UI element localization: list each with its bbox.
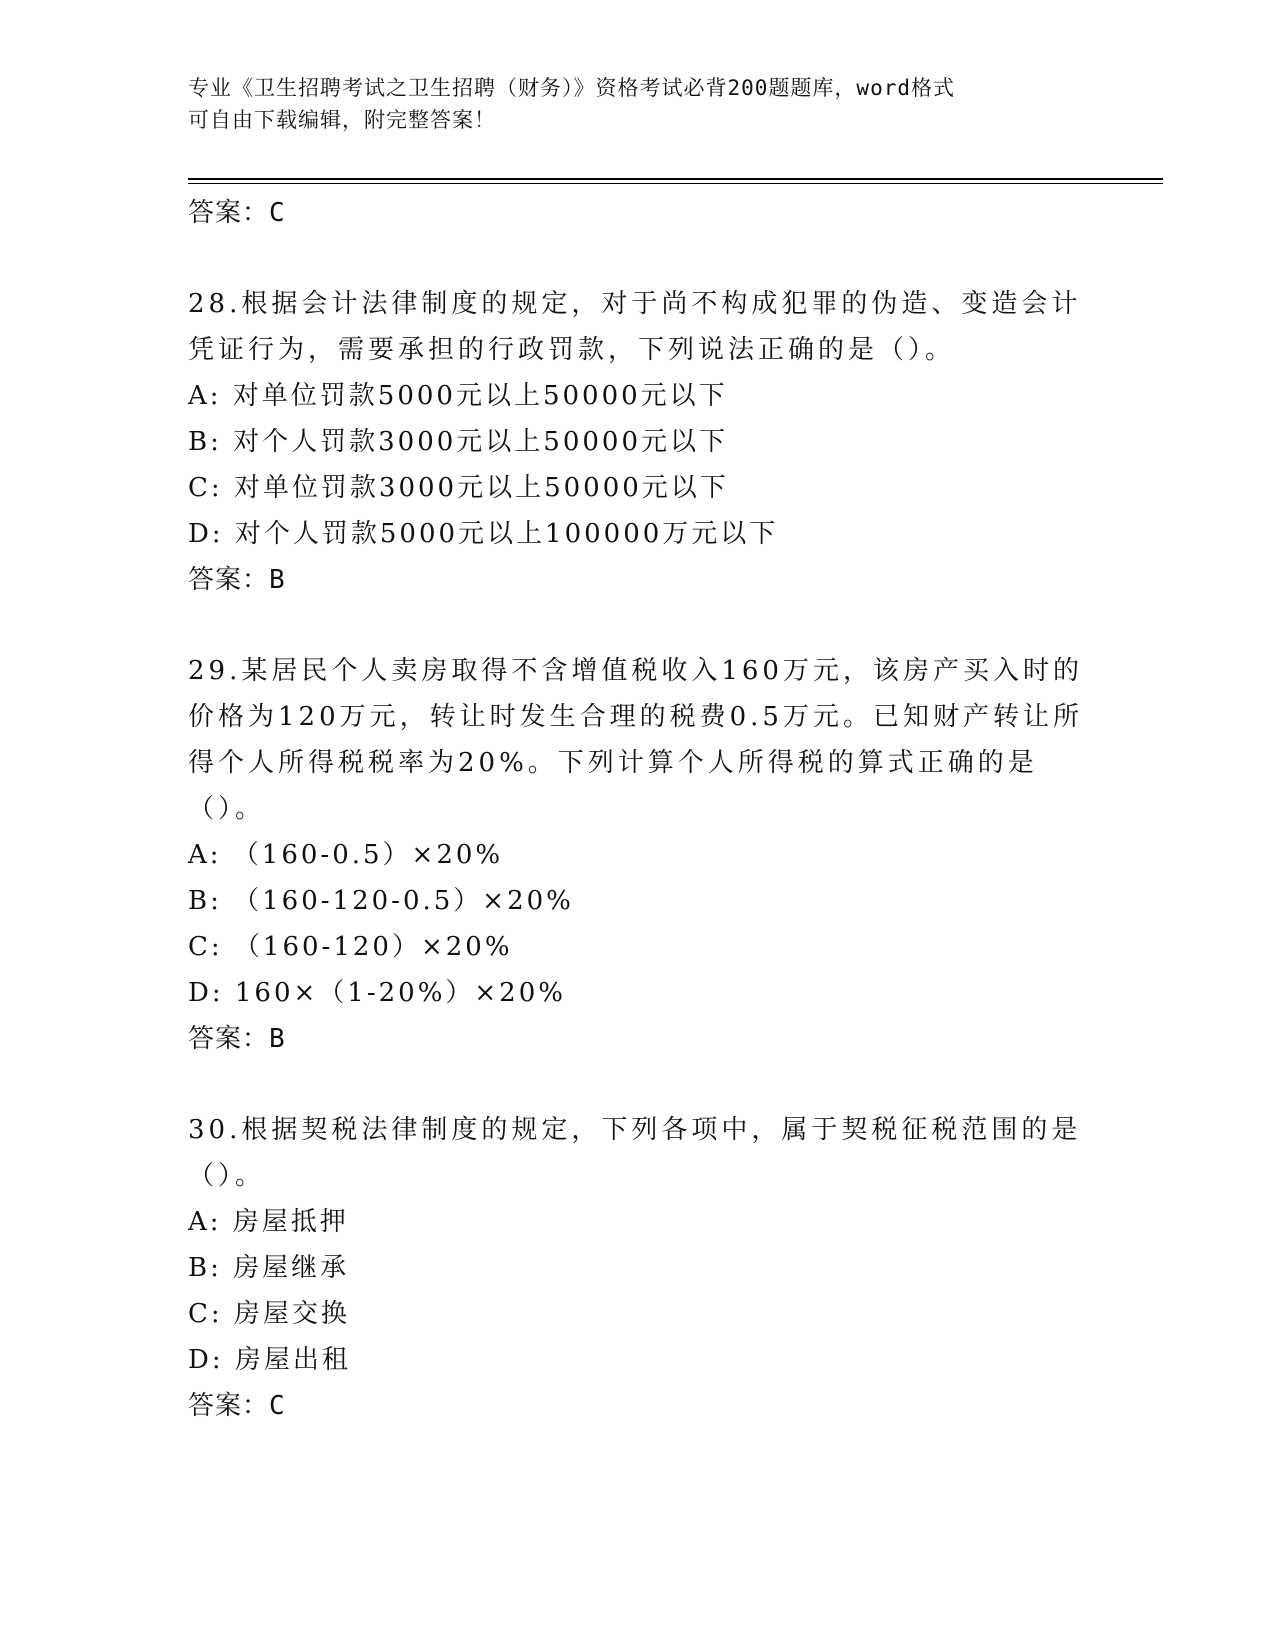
option-a: A: （160-0.5）×20% (188, 840, 504, 870)
header-line-2: 可自由下载编辑，附完整答案！ (188, 108, 496, 132)
option-d: D: 对个人罚款5000元以上100000万元以下 (188, 519, 779, 549)
question-29 (188, 648, 1088, 1062)
question-30 (188, 1107, 1088, 1429)
option-a: A: 对单位罚款5000元以上50000元以下 (188, 381, 728, 411)
question-text: 30.根据契税法律制度的规定，下列各项中，属于契税征税范围的是（）。 (188, 1115, 1082, 1191)
question-text: 28.根据会计法律制度的规定，对于尚不构成犯罪的伪造、变造会计凭证行为，需要承担的行政罚款，下列说法正确的是（）。 (188, 289, 1082, 365)
question-28 (188, 281, 1088, 603)
option-c: C: 对单位罚款3000元以上50000元以下 (188, 473, 729, 503)
option-d: D: 房屋出租 (188, 1345, 351, 1375)
option-d: D: 160×（1-20%）×20% (188, 978, 566, 1008)
header-line-1: 专业《卫生招聘考试之卫生招聘（财务）》资格考试必背200题题库，word格式 (188, 76, 955, 100)
option-a: A: 房屋抵押 (188, 1207, 349, 1237)
answer: 答案：C (188, 1391, 286, 1421)
option-b: B: 房屋继承 (188, 1253, 350, 1283)
option-b: B: （160-120-0.5）×20% (188, 886, 574, 916)
header-rule-thick (188, 178, 1163, 180)
option-b: B: 对个人罚款3000元以上50000元以下 (188, 427, 729, 457)
document-body (188, 190, 1088, 1429)
answer: 答案：B (188, 1024, 286, 1054)
option-c: C: 房屋交换 (188, 1299, 350, 1329)
page-header (188, 72, 1088, 136)
answer: 答案：B (188, 565, 286, 595)
option-c: C: （160-120）×20% (188, 932, 513, 962)
question-text: 29.某居民个人卖房取得不含增值税收入160万元，该房产买入时的价格为120万元，转让时发生合理的税费0.5万元。已知财产转让所得个人所得税税率为20%。下列计算个人所得税的算式正确的是（）。 (188, 656, 1083, 824)
header-rule-thin (188, 183, 1163, 184)
previous-answer: 答案：C (188, 198, 286, 228)
